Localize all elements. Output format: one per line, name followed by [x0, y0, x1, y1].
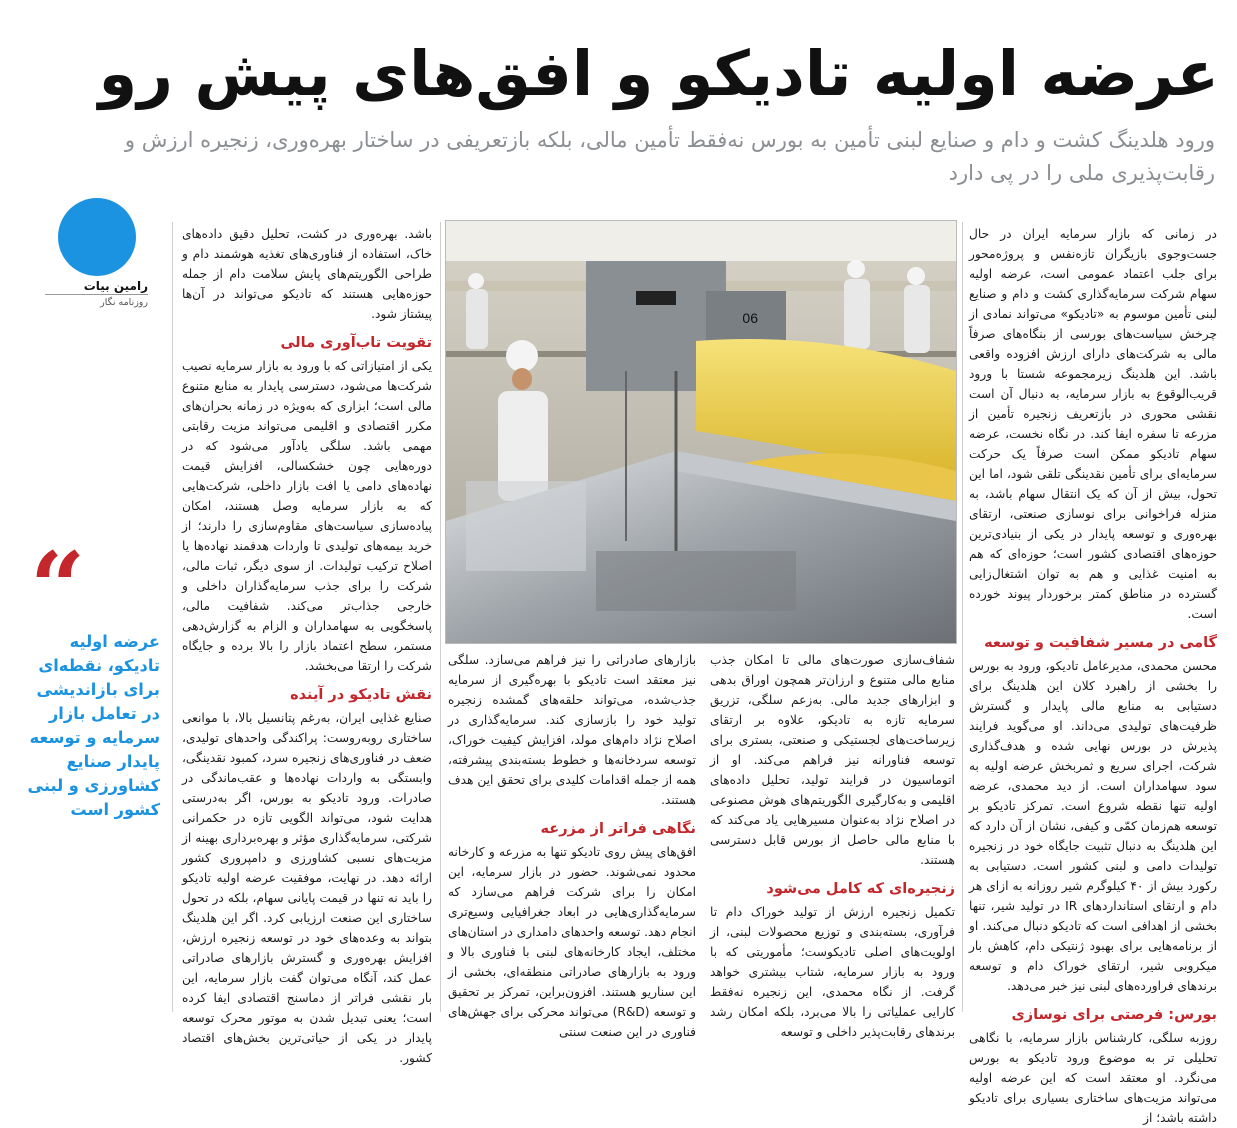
author-avatar [58, 198, 136, 276]
column-separator [962, 222, 963, 1012]
svg-text:06: 06 [742, 310, 758, 326]
column-3 [448, 650, 696, 1042]
col3-paragraph-2: افق‌های پیش روی تادیکو تنها به مزرعه و کارخانه محدود نمی‌شوند. حضور در بازار سرمایه، این امکان را برای شرکت فراهم می‌سازد که سرمایه‌گذاری‌هایی در ابعاد جغرافیایی وسیع‌تری انجام دهد. توسعه واحدهای دامداری در استان‌های مختلف، ایجاد کارخانه‌های لبنی با فناوری بالا و ورود به بازارهای صادراتی منطقه‌ای، بخشی از این سناریو هستند. افزون‌براین، تمرکز بر تحقیق و توسعه (R&D) می‌تواند محرکی برای جهش‌های فناوری در این صنعت سنتی [448, 845, 696, 1039]
col3-subheading-1: نگاهی فراتر از مزرعه [540, 821, 696, 837]
author-name: رامین بیات [83, 279, 148, 293]
quote-icon: “ [30, 531, 86, 644]
col1-paragraph-3: روزبه سلگی، کارشناس بازار سرمایه، با نگاهی تحلیلی تر به موضوع ورود تادیکو به بورس می‌نگرد. او معتقد است که این عرضه اولیه می‌تواند مزیت‌های ساختاری بسیاری برای تادیکو داشته باشد؛ از [969, 1031, 1217, 1125]
col2-paragraph-2: تکمیل زنجیره ارزش از تولید خوراک دام تا فرآوری، بسته‌بندی و توزیع محصولات لبنی، از اولویت‌های اصلی تادیکوست؛ مأموریتی که با ورود به بازار سرمایه، شتاب بیشتری خواهد گرفت. از نگاه محمدی، این زنجیره نه‌فقط کارایی عملیاتی را بالا می‌برد، بلکه امکان رشد برندهای رقابت‌پذیر داخلی و توسعه [710, 905, 955, 1039]
author-divider [45, 294, 148, 295]
col1-subheading-2: بورس: فرصتی برای نوسازی [1011, 1007, 1217, 1023]
author-role: روزنامه نگار [100, 297, 148, 308]
column-2 [710, 650, 955, 1042]
col4-paragraph-2: یکی از امتیازاتی که با ورود به بازار سرمایه نصیب شرکت‌ها می‌شود، دسترسی پایدار به منابع متنوع مالی است؛ ابزاری که به‌ویژه در زمانه بحران‌های مکرر اقتصادی و اقلیمی می‌تواند مزیت رقابتی مهمی باشد. سلگی یادآور می‌شود که در دوره‌هایی چون خشکسالی، افزایش قیمت نهاده‌های دامی یا افت بازار داخلی، شرکت‌هایی که به بازار سرمایه وصل هستند، امکان پیاده‌سازی سیاست‌های مقاوم‌سازی را دارند؛ از خرید بیمه‌های تولیدی تا واردات هدفمند نهاده‌ها یا اصلاح ترکیب تولیدات. از سوی دیگر، ثبات مالی، شرکت را برای جذب سرمایه‌گذاران داخلی و خارجی جذاب‌تر می‌کند. شفافیت مالی، پاسخگویی به سهامداران و الزام به گزارش‌دهی مستمر، سطح اعتماد بازار را بالا برده و جایگاه شرکت را ارتقا می‌بخشد. [182, 359, 432, 673]
col4-paragraph-1: باشد. بهره‌وری در کشت، تحلیل دقیق داده‌های خاک، استفاده از فناوری‌های تغذیه هوشمند دام و طراحی الگوریتم‌های پایش سلامت دام از جمله حوزه‌هایی هستند که تادیکو می‌تواند در آن‌ها پیشتاز شود. [182, 227, 432, 321]
column-separator [440, 222, 441, 1012]
column-4 [182, 224, 432, 1068]
col4-paragraph-3: صنایع غذایی ایران، به‌رغم پتانسیل بالا، با موانعی ساختاری روبه‌روست: پراکندگی واحدهای تولیدی، ضعف در فناوری‌های زنجیره سرد، کمبود نقدینگی، وابستگی به واردات نهاده‌ها و عقب‌ماندگی در صادرات. ورود تادیکو به بورس، اگر به‌درستی هدایت شود، می‌تواند الگویی تازه در حکمرانی شرکتی، سرمایه‌گذاری مؤثر و بهره‌برداری بهینه از مزیت‌های نسبی کشاورزی و دامپروری کشور ارائه دهد. در نهایت، موفقیت عرضه اولیه تادیکو را باید نه تنها در قیمت پایانی سهام، بلکه در تحول ساختاری این صنعت ارزیابی کرد. اگر این هلدینگ بتواند به وعده‌های خود در توسعه زنجیره ارزش، افزایش بهره‌وری و گسترش بازارهای صادراتی عمل کند، آنگاه می‌توان گفت بازار سرمایه، این بار نقشی فراتر از دماسنج اقتصادی ایفا کرده است؛ یعنی تبدیل شدن به موتور محرک توسعه پایدار در یکی از حیاتی‌ترین بخش‌های اقتصاد کشور. [182, 711, 432, 1065]
pull-quote: عرضه اولیه تادیکو، نقطه‌ای برای بازاندیشی در تعامل بازار سرمایه و توسعه پایدار صنایع کشاورزی و لبنی کشور است [27, 632, 160, 819]
col4-subheading-2: نقش تادیکو در آینده [290, 687, 432, 703]
col2-paragraph-1: شفاف‌سازی صورت‌های مالی تا امکان جذب منابع مالی متنوع و ارزان‌تر همچون اوراق بدهی و ابزارهای جدید مالی. به‌زعم سلگی، تزریق سرمایه تازه به تادیکو، علاوه بر ارتقای زیرساخت‌های لجستیکی و صنعتی، بستری برای توسعه فناورانه نیز فراهم می‌کند. او از اتوماسیون در فرایند تولید، تحلیل داده‌های اقلیمی و به‌کارگیری الگوریتم‌های هوش مصنوعی در اصلاح نژاد به‌عنوان مسیرهایی یاد می‌کند که با منابع مالی حاصل از بورس قابل دسترسی هستند. [710, 653, 955, 867]
lead-paragraph: ورود هلدینگ کشت و دام و صنایع لبنی تأمین به بورس نه‌فقط تأمین مالی، بلکه بازتعریفی در ساختار بهره‌وری، زنجیره ارزش و رقابت‌پذیری ملی را در پی دارد [124, 128, 1215, 185]
column-separator [172, 222, 173, 1012]
col2-subheading-1: زنجیره‌ای که کامل می‌شود [766, 881, 955, 897]
col1-paragraph-1: در زمانی که بازار سرمایه ایران در حال جست‌وجوی بازیگران تازه‌نفس و پروژه‌محور برای جلب اعتماد عمومی است، عرضه اولیه سهام شرکت سرمایه‌گذاری کشت و دام و صنایع لبنی تأمین موسوم به «تادیکو» می‌تواند نمادی از چرخش سیاست‌های بورسی از بنگاه‌های صرفاً مالی به شرکت‌های دارای ارزش افزوده واقعی باشد. این هلدینگ زیرمجموعه شستا با ورود قریب‌الوقوع به بازار سرمایه، به دنبال آن است نقشی محوری در بازتعریف زنجیره تأمین از مزرعه تا سفره ایفا کند. در نگاه نخست، عرضه سهام تادیکو ممکن است صرفاً یک حرکت سرمایه‌ای برای تأمین نقدینگی تلقی شود، اما این تحول، بیش از آن که یک انتقال سهام باشد، به منزله فراخوانی برای نوسازی صنعتی، ارتقای بهره‌وری و توسعه پایدار در یکی از بنیادی‌ترین حوزه‌های اقتصادی کشور است؛ حوزه‌ای که هم به امنیت غذایی و هم به توان اشتغال‌زایی گسترده در مناطق کمتر برخوردار پیوند خورده است. [969, 227, 1217, 621]
col1-subheading-1: گامی در مسیر شفافیت و توسعه [984, 635, 1217, 651]
headline: عرضه اولیه تادیکو و افق‌های پیش رو [98, 37, 1219, 110]
col3-paragraph-1: بازارهای صادراتی را نیز فراهم می‌سازد. سلگی نیز معتقد است تادیکو با بهره‌گیری از سرمایه جذب‌شده، می‌تواند حلقه‌های گمشده زنجیره تولید خود را بازسازی کند. سرمایه‌گذاری در اصلاح نژاد دام‌های مولد، افزایش کیفیت خوراک، توسعه سردخانه‌ها و خطوط بسته‌بندی پیشرفته، همه از جمله اقدامات کلیدی برای تحقق این هدف هستند. [448, 653, 696, 807]
factory-photo [445, 220, 957, 644]
column-1 [969, 224, 1217, 1128]
col1-paragraph-2: محسن محمدی، مدیرعامل تادیکو، ورود به بورس را بخشی از راهبرد کلان این هلدینگ برای دستیابی به منابع مالی پایدار و گسترش ظرفیت‌های تولیدی می‌داند. او می‌گوید فرایند پذیرش در بورس نهایی شده و هدف‌گذاری شرکت، اجرای سریع و ثمربخش عرضه اولیه به سود سهامداران است. از دید محمدی، عرضه اولیه تنها نقطه شروع است. تمرکز تادیکو بر توسعه هم‌زمان کمّی و کیفی، نشان از آن دارد که این هلدینگ به دنبال تثبیت جایگاه خود در زنجیره تولیدات دامی و لبنی کشور است. دستیابی به رکورد بیش از ۴۰ کیلوگرم شیر روزانه به ازای هر دام و ارتقای استانداردهای IR در تولید شیر، تنها بخشی از اهدافی است که تادیکو دنبال می‌کند. او از برنامه‌هایی برای بهبود ژنتیکی دام، کاهش بار میکروبی شیر، ارتقای خوراک دام و توسعه برندهای فراورده‌های لبنی نیز خبر می‌دهد. [969, 659, 1218, 993]
col4-subheading-1: تقویت تاب‌آوری مالی [280, 335, 432, 351]
